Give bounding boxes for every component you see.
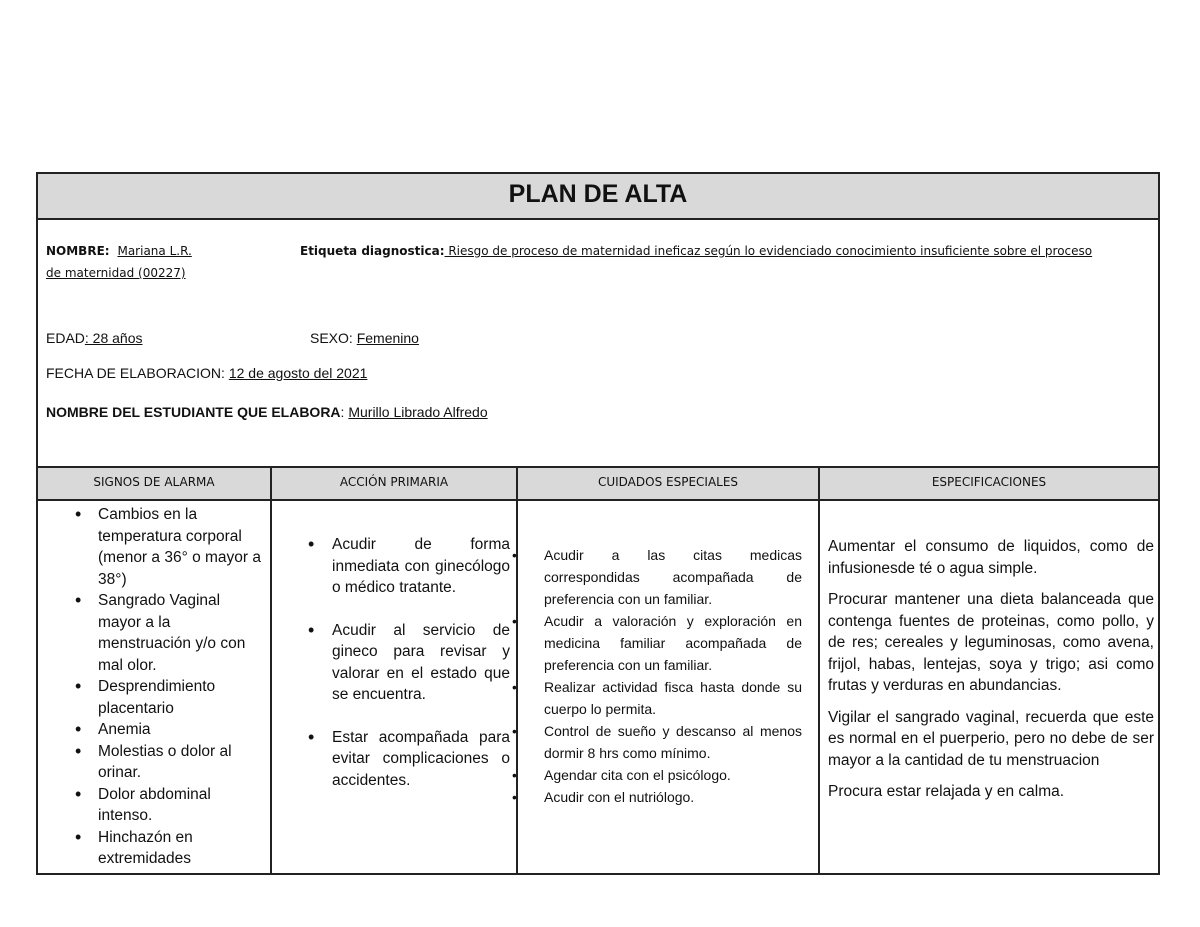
list-item: • Dolor abdominal intenso. xyxy=(72,784,262,827)
nombre-value: Mariana L.R. xyxy=(117,244,192,258)
estudiante-label: NOMBRE DEL ESTUDIANTE QUE ELABORA xyxy=(46,404,341,420)
sexo-value: Femenino xyxy=(356,330,419,346)
form-title: PLAN DE ALTA xyxy=(38,174,1158,220)
table-header-row xyxy=(38,466,1158,501)
list-item: • Agendar cita con el psicólogo. xyxy=(516,764,802,786)
list-item: • Anemia xyxy=(72,719,262,741)
header-cuidados: CUIDADOS ESPECIALES xyxy=(597,475,739,489)
column-divider xyxy=(270,466,272,875)
especificacion-paragraph: Procura estar relajada y en calma. xyxy=(828,783,1065,800)
edad-value: : 28 años xyxy=(84,330,143,346)
signos-column xyxy=(72,504,262,870)
patient-name-line xyxy=(46,242,192,258)
accion-column xyxy=(304,534,510,812)
sexo-label: SEXO: xyxy=(310,330,357,346)
sex-line xyxy=(310,330,419,346)
list-item: • Molestias o dolor al orinar. xyxy=(72,741,262,784)
cuidados-column xyxy=(516,544,802,808)
diagnosis-line xyxy=(300,242,1092,258)
list-item: • Acudir al servicio de gineco para revisar y valorar en el estado que se encuentra. xyxy=(304,620,510,706)
header-accion: ACCIÓN PRIMARIA xyxy=(339,475,449,489)
etiqueta-label: Etiqueta diagnostica: xyxy=(300,244,445,258)
list-item: • Hinchazón en extremidades xyxy=(72,827,262,870)
list-item: • Control de sueño y descanso al menos dormir 8 hrs como mínimo. xyxy=(516,720,802,764)
patient-info-section xyxy=(38,220,1158,466)
list-item: • Sangrado Vaginal mayor a la menstruación y/o con mal olor. xyxy=(72,590,262,676)
especificaciones-column xyxy=(828,536,1154,813)
diagnosis-line-2 xyxy=(46,264,186,280)
list-item: • Acudir con el nutriólogo. xyxy=(516,786,802,808)
list-item: • Acudir de forma inmediata con ginecólogo o médico tratante. xyxy=(304,534,510,599)
etiqueta-value-cont: de maternidad (00227) xyxy=(46,266,186,280)
discharge-plan-form xyxy=(36,172,1160,875)
date-line xyxy=(46,365,367,381)
signos-list xyxy=(72,504,262,870)
estudiante-sep: : xyxy=(340,404,349,420)
list-item: • Cambios en la temperatura corporal (menor a 36° o mayor a 38°) xyxy=(72,504,262,590)
header-especificaciones: ESPECIFICACIONES xyxy=(931,475,1047,489)
fecha-value: 12 de agosto del 2021 xyxy=(228,365,368,381)
column-divider xyxy=(818,466,820,875)
nombre-label: NOMBRE: xyxy=(46,244,110,258)
estudiante-value: Murillo Librado Alfredo xyxy=(348,404,488,420)
list-item: • Desprendimiento placentario xyxy=(72,676,262,719)
student-line xyxy=(46,404,488,420)
etiqueta-value: Riesgo de proceso de maternidad ineficaz según lo evidenciado conocimiento insuficiente sobre el proceso xyxy=(444,244,1093,258)
list-item: • Acudir a las citas medicas correspondidas acompañada de preferencia con un familiar. xyxy=(516,544,802,610)
edad-label: EDAD xyxy=(46,330,85,346)
especificacion-paragraph: Aumentar el consumo de liquidos, como de infusionesde té o agua simple. xyxy=(828,538,1154,577)
age-line xyxy=(46,330,143,346)
list-item: • Estar acompañada para evitar complicaciones o accidentes. xyxy=(304,727,510,792)
especificacion-paragraph: Vigilar el sangrado vaginal, recuerda que este es normal en el puerperio, pero no debe de ser mayor a la cantidad de tu menstruacion xyxy=(828,708,1154,769)
especificacion-paragraph: Procurar mantener una dieta balanceada que contenga fuentes de proteinas, como pollo, y de res; cereales y leguminosas, como avena, frijol, habas, lentejas, soya y trigo; asi como frutas y verduras en abundancias. xyxy=(828,591,1154,694)
header-signos: SIGNOS DE ALARMA xyxy=(93,475,215,489)
list-item: • Realizar actividad fisca hasta donde su cuerpo lo permita. xyxy=(516,676,802,720)
list-item: • Acudir a valoración y exploración en medicina familiar acompañada de preferencia con un familiar. xyxy=(516,610,802,676)
fecha-label: FECHA DE ELABORACION: xyxy=(46,365,229,381)
